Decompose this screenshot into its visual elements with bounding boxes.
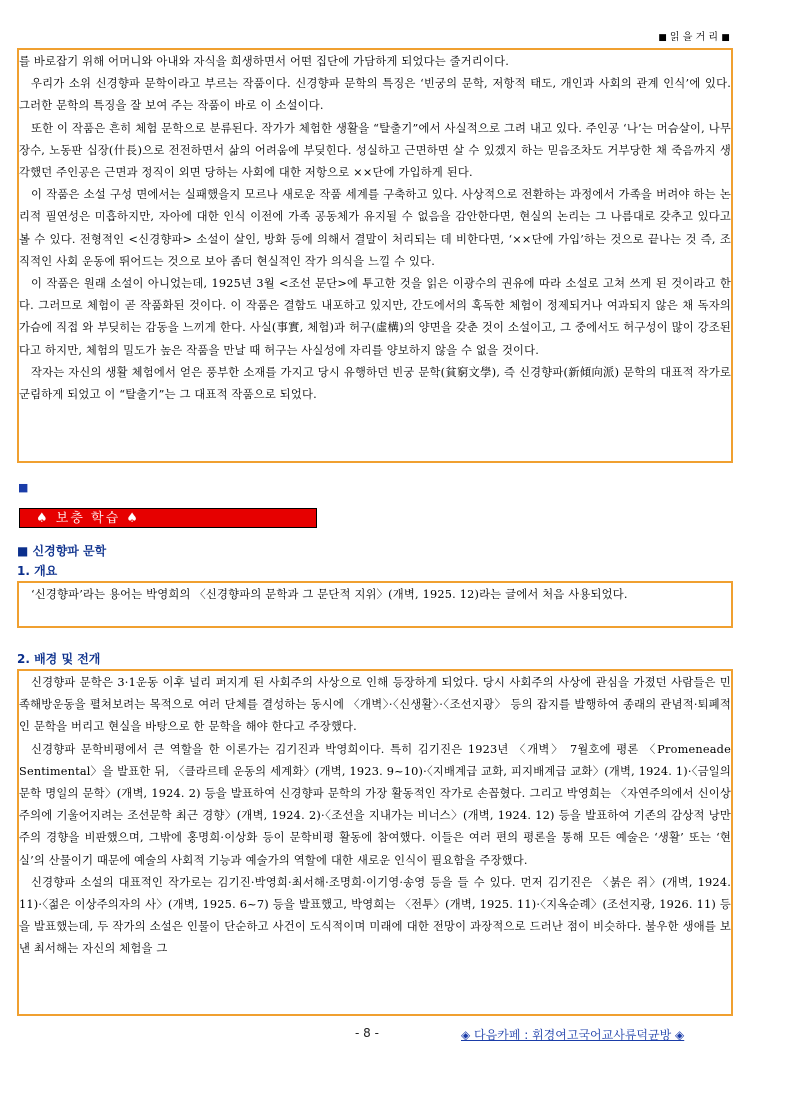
- paragraph: 이 작품은 소설 구성 면에서는 실패했을지 모르나 새로운 작품 세계를 구축하고 있다. 사상적으로 전환하는 과정에서 가족을 버려야 하는 논리적 필연성은 미흡하지만, 자아에 대한 인식 이전에 가족 공동체가 유지될 수 없음을 감안한다면, 현실의 논리는 그 나름대로 갖추고 있다고 볼 수 있다. 전형적인 <신경향파> 소설이 살인, 방화 등에 의해서 결말이 처리되는 데 비한다면, ‘××단에 가입’하는 것으로 끝나는 것 즉, 조직적인 사회 운동에 뛰어드는 것으로 보아 좀더 현실적인 작가 의식을 느낄 수 있다.: [19, 188, 731, 268]
- header-tag: [655, 30, 733, 46]
- paragraph: 우리가 소위 신경향파 문학이라고 부르는 작품이다. 신경향파 문학의 특징은 ‘빈궁의 문학, 저항적 태도, 개인과 사회의 관계 인식’에 있다. 그러한 문학의 특징을 잘 보여 주는 작품이 바로 이 소설이다.: [19, 77, 731, 113]
- header-mark-right: ■: [721, 33, 730, 43]
- header-tag-text: 읽 을 거 리: [669, 32, 719, 43]
- paragraph: 또한 이 작품은 흔히 체험 문학으로 분류된다. 작가가 체험한 생활을 “탈출기”에서 사실적으로 그려 내고 있다. 주인공 ‘나’는 머슴살이, 나무장수, 노동판 십장(什長)으로 전전하면서 삶의 어려움에 부딪힌다. 성실하고 근면하면 살 수 있겠지 하는 믿음조차도 거부당한 채 죽음까지 생각했던 주인공은 근면과 정직이 외면 당하는 사회에 대한 저항으로 ××단에 가입하게 된다.: [19, 121, 731, 180]
- paragraph: 이 작품은 원래 소설이 아니었는데, 1925년 3월 <조선 문단>에 투고한 것을 읽은 이광수의 권유에 따라 소설로 고쳐 쓰게 된 것이라고 한다. 그러므로 체험이 곧 작품화된 것이다. 이 작품은 결함도 내포하고 있지만, 간도에서의 혹독한 체험이 정제되거나 여과되지 않은 채 독자의 가슴에 직접 와 부딪히는 감동을 느끼게 한다. 사실(事實, 체험)과 허구(虛構)의 양면을 갖춘 것이 소설이고, 그 중에서도 허구성이 많이 강조된다고 하지만, 체험의 밀도가 높은 작품을 만날 때 허구는 사실성에 자리를 양보하지 않을 수 없을 것이다.: [19, 277, 731, 357]
- supplementary-banner: ♠ 보충 학습 ♠: [19, 508, 317, 528]
- section-2-title: 2. 배경 및 전개: [17, 652, 101, 666]
- paragraph: 신경향파 소설의 대표적인 작가로는 김기진·박영희·최서해·조명희·이기영·송영 등을 들 수 있다. 먼저 김기진은 〈붉은 쥐〉(개벽, 1924. 11)·〈젊은 이상주의자의 사〉(개벽, 1925. 6~7) 등을 발표했고, 박영희는 〈전투〉(개벽, 1925. 11)·〈지옥순례〉(조선지광, 1926. 11) 등을 발표했는데, 두 작가의 소설은 인물이 단순하고 사건이 도식적이며 미래에 대한 전망이 과장적으로 드러난 점이 비슷하다. 불우한 생애를 보낸 최서해는 자신의 체험을 그: [19, 875, 731, 956]
- overview-box: [17, 581, 733, 628]
- paragraph: 를 바로잡기 위해 어머니와 아내와 자식을 희생하면서 어떤 집단에 가담하게 되었다는 줄거리이다.: [19, 55, 510, 68]
- section-1-title: 1. 개요: [17, 564, 58, 578]
- header-mark-left: ■: [658, 33, 667, 43]
- section-main-title: ■ 신경향파 문학: [17, 544, 107, 558]
- paragraph: 신경향파 문학은 3·1운동 이후 널리 퍼지게 된 사회주의 사상으로 인해 등장하게 되었다. 당시 사회주의 사상에 관심을 가졌던 사람들은 민족해방운동을 펼쳐보려는 목적으로 여러 단체를 결성하는 동시에 〈개벽〉·〈신생활〉·〈조선지광〉 등의 잡지를 발행하여 종래의 관념적·퇴폐적인 문학을 버리고 현실을 바탕으로 한 문학을 해야 한다고 주장했다.: [19, 676, 731, 734]
- page-number: - 8 -: [355, 1026, 379, 1040]
- paragraph: 신경향파 문학비평에서 큰 역할을 한 이론가는 김기진과 박영희이다. 특히 김기진은 1923년 〈개벽〉 7월호에 평론 〈Promeneade Sentimental〉을 발표한 뒤, 〈클라르테 운동의 세계화〉(개벽, 1923. 9~10)·〈지배계급 교화, 피지배계급 교화〉(개벽, 1924. 1)·〈금일의 문학 명일의 문학〉(개벽, 1924. 2) 등을 발표하여 신경향파 문학의 가장 활동적인 작가로 손꼽혔다. 그리고 박영희는 〈자연주의에서 신이상주의에 기울어지려는 조선문학 최근 경향〉(개벽, 1924. 2)·〈조선을 지내가는 비너스〉(개벽, 1924. 12) 등을 발표하여 기존의 감상적 낭만주의 경향을 비판했으며, 그밖에 홍명희·이상화 등이 문학비평 활동에 참여했다. 이들은 여러 편의 평론을 통해 모든 예술은 ‘생활’ 또는 ‘현실’의 산물이기 때문에 예술의 사회적 기능과 예술가의 역할에 대한 새로운 인식이 필요함을 주장했다.: [19, 742, 731, 867]
- paragraph: 작자는 자신의 생활 체험에서 얻은 풍부한 소재를 가지고 당시 유행하던 빈궁 문학(貧窮文學), 즉 신경향파(新傾向派) 문학의 대표적 작가로 군림하게 되었고 이 “탈출기”는 그 대표적 작품으로 되었다.: [19, 365, 731, 402]
- section-square-icon: ■: [18, 481, 29, 494]
- reading-box: [17, 48, 733, 463]
- paragraph: ‘신경향파’라는 용어는 박영희의 〈신경향파의 문학과 그 문단적 지위〉(개벽, 1925. 12)라는 글에서 처음 사용되었다.: [31, 588, 628, 601]
- cafe-link[interactable]: ◈ 다음카페 : 휘경여고국어교사류덕균방 ◈: [461, 1028, 685, 1042]
- background-box: [17, 669, 733, 1016]
